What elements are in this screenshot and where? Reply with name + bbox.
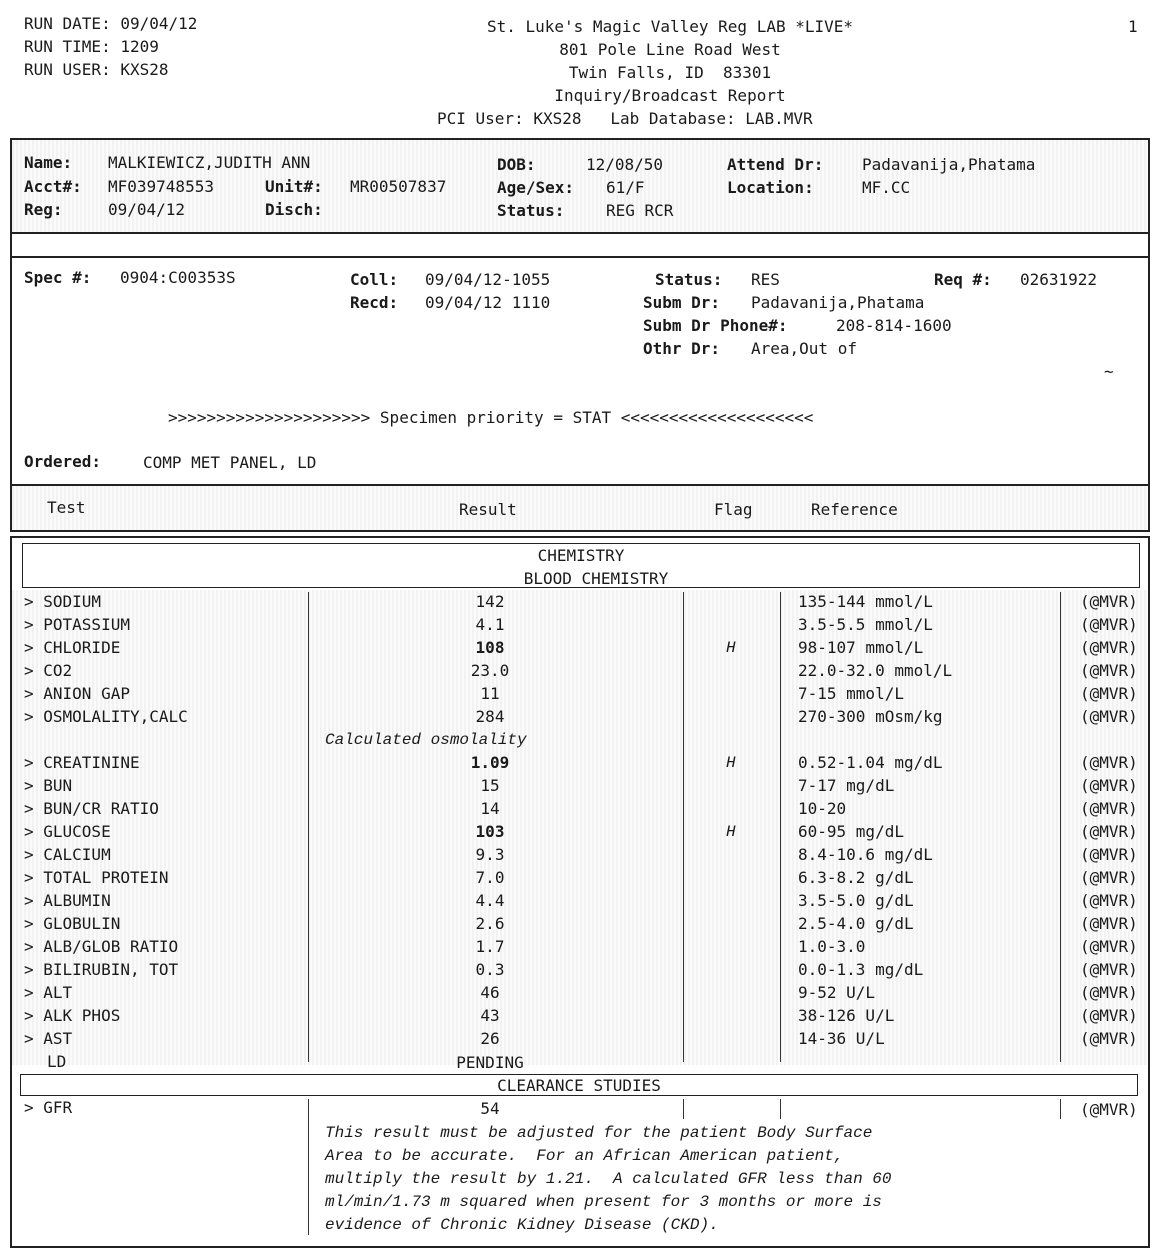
gfr-separator-site xyxy=(1060,1099,1061,1119)
separator-flag xyxy=(683,592,684,1062)
othr-label: Othr Dr: xyxy=(643,339,721,358)
result-value: 15 xyxy=(480,776,500,795)
result-value: 4.1 xyxy=(475,615,505,634)
result-test-name: > POTASSIUM xyxy=(24,615,130,634)
result-site: (@MVR) xyxy=(1080,684,1138,703)
result-value: 108 xyxy=(475,638,505,657)
result-reference: 0.0-1.3 mg/dL xyxy=(798,960,924,979)
location: MF.CC xyxy=(862,178,911,197)
col-reference: Reference xyxy=(811,500,898,519)
page-number: 1 xyxy=(1128,17,1138,36)
attend-label: Attend Dr: xyxy=(727,155,824,174)
subm-phone: 208-814-1600 xyxy=(836,316,952,335)
patient-status-label: Status: xyxy=(497,201,565,220)
run-user: RUN USER: KXS28 xyxy=(24,60,169,79)
subm-label: Subm Dr: xyxy=(643,293,721,312)
run-date: RUN DATE: 09/04/12 xyxy=(24,14,198,33)
result-test-name: > CREATININE xyxy=(24,753,140,772)
result-flag: H xyxy=(726,823,736,841)
report-title: Inquiry/Broadcast Report xyxy=(554,86,786,105)
reg-label: Reg: xyxy=(24,200,63,219)
result-reference: 135-144 mmol/L xyxy=(798,592,933,611)
patient-name: MALKIEWICZ,JUDITH ANN xyxy=(108,153,311,172)
agesex: 61/F xyxy=(606,178,645,197)
req-label: Req #: xyxy=(934,270,992,289)
run-time: RUN TIME: 1209 xyxy=(24,37,159,56)
result-value: 46 xyxy=(480,983,500,1002)
facility-name: St. Luke's Magic Valley Reg LAB *LIVE* xyxy=(486,17,854,36)
result-reference: 22.0-32.0 mmol/L xyxy=(798,661,953,680)
req-number: 02631922 xyxy=(1020,270,1098,289)
other-doctor: Area,Out of xyxy=(751,339,857,358)
facility-address: 801 Pole Line Road West xyxy=(559,40,781,59)
result-site: (@MVR) xyxy=(1080,753,1138,772)
result-site: (@MVR) xyxy=(1080,615,1138,634)
result-reference: 60-95 mg/dL xyxy=(798,822,904,841)
result-reference: 6.3-8.2 g/dL xyxy=(798,868,914,887)
ld-test: LD xyxy=(47,1052,67,1071)
result-value: 2.6 xyxy=(475,914,505,933)
location-label: Location: xyxy=(727,178,814,197)
facility-city: Twin Falls, ID 83301 xyxy=(568,63,772,82)
ld-result: PENDING xyxy=(456,1053,524,1072)
result-test-name: > GLUCOSE xyxy=(24,822,111,841)
result-test-name: > ALT xyxy=(24,983,73,1002)
col-test: Test xyxy=(47,498,86,517)
result-value: 1.09 xyxy=(470,753,510,772)
result-reference: 1.0-3.0 xyxy=(798,937,866,956)
result-test-name: > CO2 xyxy=(24,661,73,680)
result-test-name: > ALB/GLOB RATIO xyxy=(24,937,179,956)
result-value: 103 xyxy=(475,822,505,841)
result-site: (@MVR) xyxy=(1080,661,1138,680)
result-site: (@MVR) xyxy=(1080,845,1138,864)
agesex-label: Age/Sex: xyxy=(497,178,575,197)
result-value: 284 xyxy=(475,707,505,726)
attending-doctor: Padavanija,Phatama xyxy=(862,155,1036,174)
result-value: 4.4 xyxy=(475,891,505,910)
coll-label: Coll: xyxy=(350,270,399,289)
result-reference: 270-300 mOsm/kg xyxy=(798,707,943,726)
result-value: 26 xyxy=(480,1029,500,1048)
col-result: Result xyxy=(459,500,517,519)
result-site: (@MVR) xyxy=(1080,983,1138,1002)
result-site: (@MVR) xyxy=(1080,799,1138,818)
col-flag: Flag xyxy=(714,500,753,519)
result-site: (@MVR) xyxy=(1080,638,1138,657)
result-reference: 7-15 mmol/L xyxy=(798,684,904,703)
gfr-comment-line-2: Area to be accurate. For an African American patient, xyxy=(325,1147,844,1165)
gfr-separator-flag xyxy=(683,1099,684,1119)
result-reference: 0.52-1.04 mg/dL xyxy=(798,753,943,772)
spec-status: RES xyxy=(751,270,780,289)
result-test-name: > ALK PHOS xyxy=(24,1006,121,1025)
results-shading xyxy=(12,590,1148,1065)
tilde-mark: ~ xyxy=(1104,362,1114,381)
result-value: 7.0 xyxy=(475,868,505,887)
patient-box-spacer xyxy=(10,232,1150,258)
gfr-comment-line-1: This result must be adjusted for the patient Body Surface xyxy=(325,1124,873,1142)
gfr-test: > GFR xyxy=(24,1098,73,1117)
result-site: (@MVR) xyxy=(1080,1006,1138,1025)
result-test-name: > GLOBULIN xyxy=(24,914,121,933)
pci-user-line: PCI User: KXS28 Lab Database: LAB.MVR xyxy=(437,109,813,128)
result-reference: 98-107 mmol/L xyxy=(798,638,924,657)
gfr-separator-reference xyxy=(780,1099,781,1119)
result-test-name: > ALBUMIN xyxy=(24,891,111,910)
result-test-name: > OSMOLALITY,CALC xyxy=(24,707,188,726)
name-label: Name: xyxy=(24,153,73,172)
result-test-name: > AST xyxy=(24,1029,73,1048)
disch-label: Disch: xyxy=(265,200,323,219)
gfr-result: 54 xyxy=(480,1099,500,1118)
spec-status-label: Status: xyxy=(655,270,723,289)
acct-label: Acct#: xyxy=(24,177,82,196)
result-site: (@MVR) xyxy=(1080,822,1138,841)
result-test-name: > ANION GAP xyxy=(24,684,130,703)
result-site: (@MVR) xyxy=(1080,914,1138,933)
phone-label: Subm Dr Phone#: xyxy=(643,316,788,335)
result-site: (@MVR) xyxy=(1080,592,1138,611)
column-header-shading xyxy=(12,486,1148,530)
subm-doctor: Padavanija,Phatama xyxy=(751,293,925,312)
acct-number: MF039748553 xyxy=(108,177,214,196)
result-reference: 8.4-10.6 mg/dL xyxy=(798,845,933,864)
result-value: 9.3 xyxy=(475,845,505,864)
result-site: (@MVR) xyxy=(1080,1029,1138,1048)
result-value: 0.3 xyxy=(475,960,505,979)
result-value: 14 xyxy=(480,799,500,818)
coll-time: 09/04/12-1055 xyxy=(425,270,551,289)
gfr-separator-result xyxy=(308,1099,309,1235)
result-test-name: > CHLORIDE xyxy=(24,638,121,657)
specimen-priority: >>>>>>>>>>>>>>>>>>>>> Specimen priority = STAT <<<<<<<<<<<<<<<<<<<< xyxy=(168,408,814,427)
separator-reference xyxy=(780,592,781,1062)
result-reference: 7-17 mg/dL xyxy=(798,776,895,795)
gfr-comment-line-3: multiply the result by 1.21. A calculated GFR less than 60 xyxy=(325,1170,892,1188)
result-value: 23.0 xyxy=(470,661,510,680)
recd-label: Recd: xyxy=(350,293,399,312)
osmolality-comment: Calculated osmolality xyxy=(325,731,527,749)
ordered-label: Ordered: xyxy=(24,452,102,471)
result-reference: 2.5-4.0 g/dL xyxy=(798,914,914,933)
result-site: (@MVR) xyxy=(1080,776,1138,795)
result-reference: 3.5-5.0 g/dL xyxy=(798,891,914,910)
result-site: (@MVR) xyxy=(1080,891,1138,910)
result-reference: 14-36 U/L xyxy=(798,1029,885,1048)
clearance-heading: CLEARANCE STUDIES xyxy=(497,1076,661,1095)
ordered-tests: COMP MET PANEL, LD xyxy=(143,453,317,472)
chemistry-heading: CHEMISTRY xyxy=(537,546,625,565)
result-value: 11 xyxy=(480,684,500,703)
dob: 12/08/50 xyxy=(586,155,664,174)
gfr-site: (@MVR) xyxy=(1080,1100,1138,1119)
result-reference: 9-52 U/L xyxy=(798,983,876,1002)
result-flag: H xyxy=(726,639,736,657)
unit-label: Unit#: xyxy=(265,177,323,196)
separator-result xyxy=(308,592,309,1062)
result-value: 1.7 xyxy=(475,937,505,956)
result-test-name: > BUN xyxy=(24,776,73,795)
blood-chemistry-heading: BLOOD CHEMISTRY xyxy=(523,569,669,588)
result-value: 142 xyxy=(475,592,505,611)
specimen-box xyxy=(10,256,1150,486)
spec-number: 0904:C00353S xyxy=(120,268,236,287)
reg-date: 09/04/12 xyxy=(108,200,186,219)
result-test-name: > CALCIUM xyxy=(24,845,111,864)
result-site: (@MVR) xyxy=(1080,937,1138,956)
unit-number: MR00507837 xyxy=(350,177,447,196)
result-site: (@MVR) xyxy=(1080,868,1138,887)
result-reference: 3.5-5.5 mmol/L xyxy=(798,615,933,634)
result-reference: 10-20 xyxy=(798,799,847,818)
result-site: (@MVR) xyxy=(1080,707,1138,726)
result-test-name: > BUN/CR RATIO xyxy=(24,799,159,818)
patient-status: REG RCR xyxy=(606,201,674,220)
result-flag: H xyxy=(726,754,736,772)
result-site: (@MVR) xyxy=(1080,960,1138,979)
result-test-name: > SODIUM xyxy=(24,592,102,611)
gfr-comment-line-5: evidence of Chronic Kidney Disease (CKD). xyxy=(325,1216,719,1234)
spec-label: Spec #: xyxy=(24,268,92,287)
result-test-name: > TOTAL PROTEIN xyxy=(24,868,169,887)
dob-label: DOB: xyxy=(497,155,536,174)
result-value: 43 xyxy=(480,1006,500,1025)
result-test-name: > BILIRUBIN, TOT xyxy=(24,960,179,979)
recd-time: 09/04/12 1110 xyxy=(425,293,551,312)
separator-site xyxy=(1060,592,1061,1062)
result-reference: 38-126 U/L xyxy=(798,1006,895,1025)
gfr-comment-line-4: ml/min/1.73 m squared when present for 3 months or more is xyxy=(325,1193,882,1211)
